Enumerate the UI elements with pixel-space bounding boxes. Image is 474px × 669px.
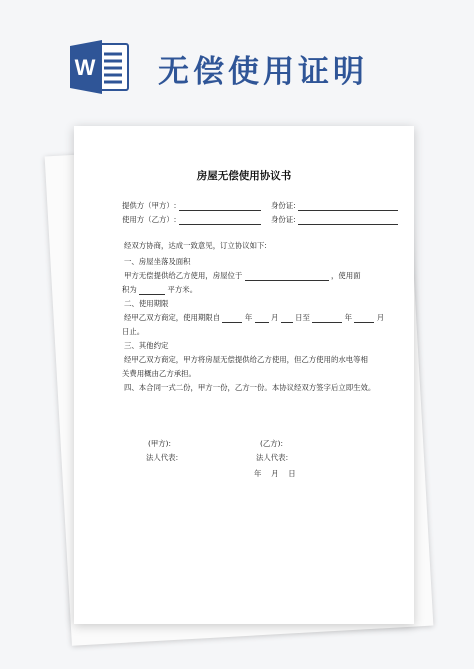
provider-label: 提供方（甲方）: (122, 201, 177, 210)
end-month-blank (354, 315, 374, 323)
start-day-blank (281, 315, 293, 323)
end-year-blank (312, 315, 342, 323)
section1-line2 (122, 284, 197, 295)
document-page (74, 126, 414, 624)
start-year-label: 年 (244, 313, 253, 322)
end-month-label: 月 (376, 313, 385, 322)
section3-line2: 关费用概由乙方承担。 (122, 369, 196, 378)
provider-row (122, 200, 398, 211)
user-label: 使用方（乙方）: (122, 215, 177, 224)
legal-rep-a: 法人代表: (146, 453, 179, 462)
section4-text: 四、本合同一式二份，甲方一份，乙方一份。本协议经双方签字后立即生效。 (124, 383, 376, 392)
end-year-label: 年 (344, 313, 352, 322)
section2-line1 (124, 312, 384, 323)
intro-text: 经双方协商，达成一致意见，订立协议如下: (124, 241, 267, 250)
user-row (122, 214, 398, 225)
section2-line2: 日止。 (122, 327, 145, 336)
section1-line1 (124, 270, 361, 281)
day-to-label: 日至 (295, 313, 310, 322)
address-blank (245, 273, 329, 281)
section2-text-a: 经甲乙双方商定，使用期限自 (124, 313, 221, 322)
user-id-blank (298, 217, 398, 225)
user-id-label: 身份证: (270, 215, 296, 224)
word-icon (70, 38, 130, 96)
section3-heading: 三、其他约定 (124, 341, 169, 350)
legal-rep-b: 法人代表: (256, 453, 289, 462)
section1-text-b: ，使用面 (330, 271, 361, 280)
start-month-label: 月 (270, 313, 279, 322)
document-title: 房屋无偿使用协议书 (196, 170, 292, 182)
header (0, 0, 474, 120)
user-blank (179, 217, 261, 225)
section1-heading: 一、房屋坐落及面积 (124, 257, 191, 266)
start-year-blank (222, 315, 242, 323)
section1-text-d: 平方米。 (167, 285, 198, 294)
party-a-sign: (甲方): (148, 439, 172, 448)
provider-id-blank (298, 203, 398, 211)
section1-text-c: 积为 (122, 285, 137, 294)
section1-text-a: 甲方无偿提供给乙方使用，房屋位于 (124, 271, 243, 280)
word-icon-letter: W (74, 55, 96, 80)
party-b-sign: (乙方): (260, 439, 284, 448)
area-blank (139, 287, 165, 295)
provider-blank (179, 203, 261, 211)
page-title: 无偿使用证明 (158, 54, 368, 90)
section2-heading: 二、使用期限 (124, 299, 169, 308)
section3-line1: 经甲乙双方商定，甲方将房屋无偿提供给乙方使用，但乙方使用的水电等相 (124, 355, 368, 364)
start-month-blank (255, 315, 269, 323)
date-line: 年 月 日 (254, 469, 296, 478)
provider-id-label: 身份证: (270, 201, 296, 210)
